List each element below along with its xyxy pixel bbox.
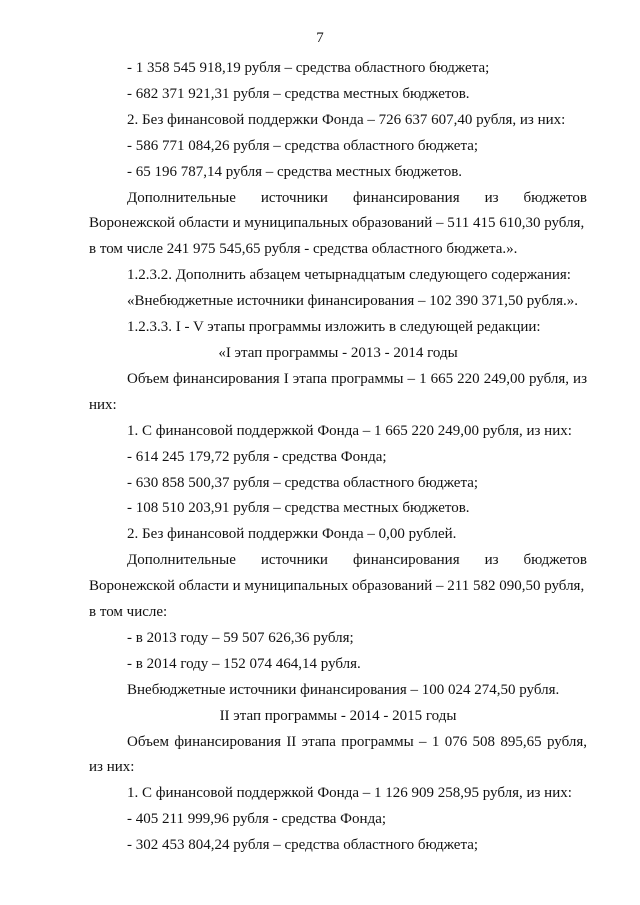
text-line: II этап программы - 2014 - 2015 годы bbox=[219, 707, 457, 724]
page-number: 7 bbox=[316, 30, 324, 46]
text-line: 2. Без финансовой поддержки Фонда – 0,00 рублей. bbox=[127, 526, 457, 543]
text-line: в том числе: bbox=[89, 604, 168, 621]
text-line: в том числе 241 975 545,65 рубля - средства областного бюджета.». bbox=[89, 241, 518, 258]
text-line: Внебюджетные источники финансирования – 100 024 274,50 рубля. bbox=[127, 681, 560, 698]
text-line: - 302 453 804,24 рубля – средства областного бюджета; bbox=[127, 837, 479, 854]
text-line: - 108 510 203,91 рубля – средства местных бюджетов. bbox=[127, 500, 470, 517]
text-line: из них: bbox=[89, 759, 135, 776]
text-line: - 405 211 999,96 рубля - средства Фонда; bbox=[127, 811, 387, 828]
text-line: «I этап программы - 2013 - 2014 годы bbox=[218, 344, 458, 361]
text-line: них: bbox=[89, 396, 117, 413]
document-body bbox=[89, 56, 587, 859]
text-line: Объем финансирования I этапа программы – 1 665 220 249,00 рубля, из bbox=[127, 370, 587, 387]
text-line: - 630 858 500,37 рубля – средства областного бюджета; bbox=[127, 474, 479, 491]
text-line: Объем финансирования II этапа программы – 1 076 508 895,65 рубля, bbox=[127, 733, 587, 750]
text-line: - 586 771 084,26 рубля – средства областного бюджета; bbox=[127, 137, 479, 154]
text-line: - в 2014 году – 152 074 464,14 рубля. bbox=[127, 655, 361, 672]
text-line: 2. Без финансовой поддержки Фонда – 726 637 607,40 рубля, из них: bbox=[127, 111, 566, 128]
text-line: 1.2.3.3. I - V этапы программы изложить в следующей редакции: bbox=[127, 319, 541, 336]
text-line: - 65 196 787,14 рубля – средства местных бюджетов. bbox=[127, 163, 463, 180]
text-line: 1. С финансовой поддержкой Фонда – 1 126 909 258,95 рубля, из них: bbox=[127, 785, 572, 802]
text-line: Дополнительные источники финансирования из бюджетов bbox=[127, 552, 587, 569]
text-line: Воронежской области и муниципальных образований – 511 415 610,30 рубля, bbox=[89, 215, 585, 232]
text-line: - 1 358 545 918,19 рубля – средства областного бюджета; bbox=[127, 60, 490, 76]
text-line: Дополнительные источники финансирования из бюджетов bbox=[127, 189, 587, 206]
text-line: 1.2.3.2. Дополнить абзацем четырнадцатым следующего содержания: bbox=[127, 267, 571, 284]
text-line: - 682 371 921,31 рубля – средства местных бюджетов. bbox=[127, 85, 470, 102]
text-line: «Внебюджетные источники финансирования – 102 390 371,50 рубля.». bbox=[127, 293, 578, 310]
text-line: - 614 245 179,72 рубля - средства Фонда; bbox=[127, 448, 387, 465]
text-line: Воронежской области и муниципальных образований – 211 582 090,50 рубля, bbox=[89, 578, 585, 595]
text-line: 1. С финансовой поддержкой Фонда – 1 665 220 249,00 рубля, из них: bbox=[127, 422, 572, 439]
text-line: - в 2013 году – 59 507 626,36 рубля; bbox=[127, 629, 354, 646]
